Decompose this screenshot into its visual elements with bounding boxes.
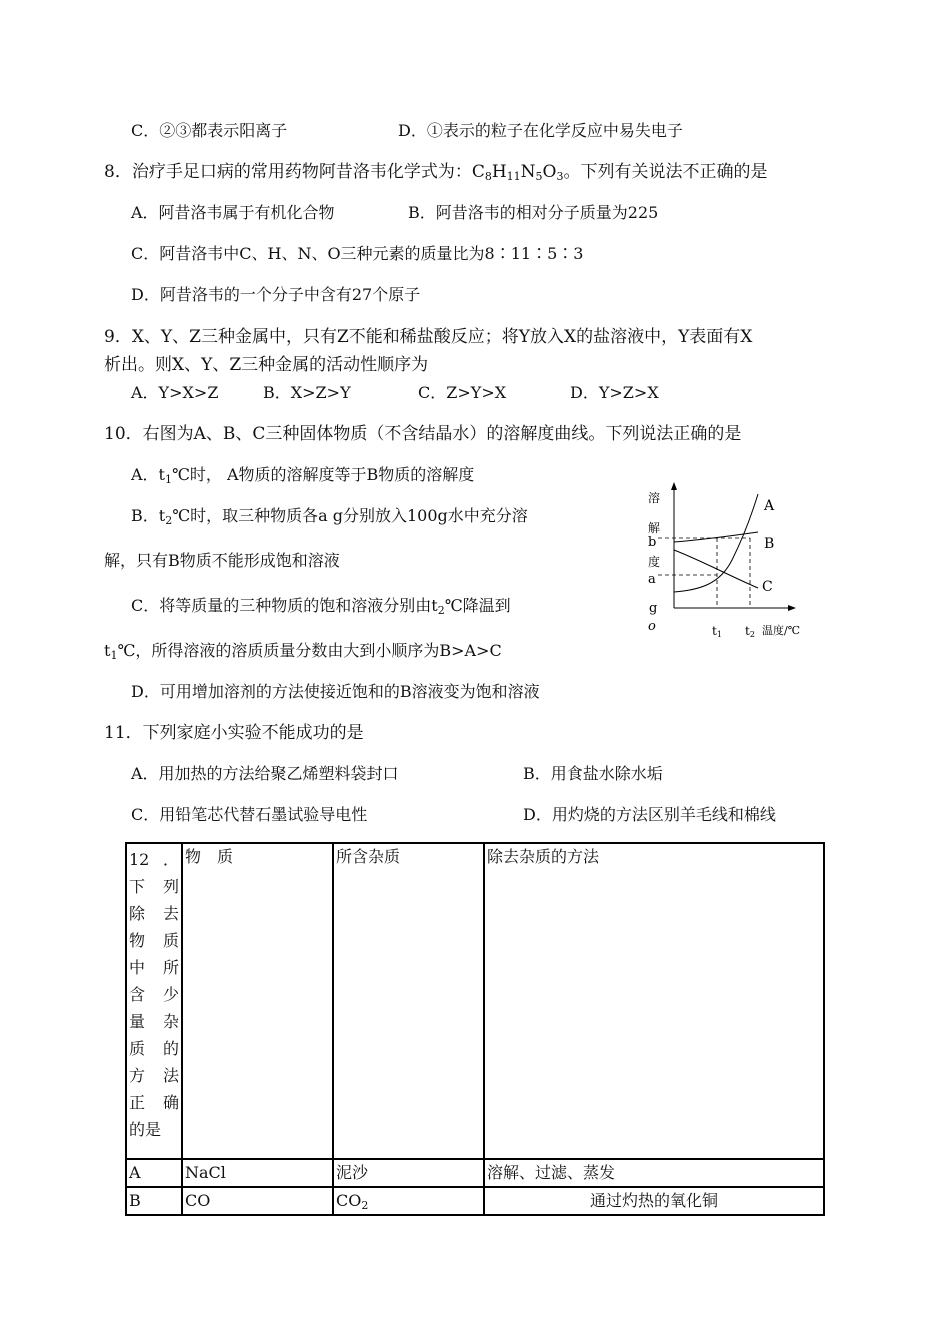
formula-part: O — [542, 162, 557, 182]
q12-stem-char: 杂 — [162, 1012, 179, 1031]
curve-c — [674, 550, 758, 588]
q11-stem: 11．下列家庭小实验不能成功的是 — [104, 723, 364, 743]
q12-stem-char: 除 — [129, 904, 146, 923]
q10-option-c-cont-text: ℃，所得溶液的溶质质量分数由大到小顺序为B>A>C — [117, 641, 502, 660]
q12-stem-char: 的是 — [129, 1120, 162, 1139]
row-impurity-text: 泥沙 — [336, 1163, 369, 1182]
x-tick-t2-sub: 2 — [749, 630, 755, 639]
curve-b — [674, 532, 758, 542]
q8-stem — [104, 161, 767, 183]
y-tick-a: a — [648, 572, 656, 587]
q10-option-b — [131, 505, 528, 527]
q10-option-c — [131, 595, 511, 617]
q10-option-c-text: ℃降温到 — [444, 596, 511, 615]
q12-stem-line — [129, 981, 179, 1008]
x-tick-t1-sub: 1 — [716, 630, 722, 639]
q12-stem-char: 中 — [129, 958, 146, 977]
curve-b-label: B — [764, 536, 775, 552]
q12-stem-line — [129, 1116, 179, 1143]
q9-option-c: C．Z>Y>X — [418, 383, 507, 402]
q12-stem-vertical — [129, 846, 179, 1143]
q8-stem-tail: 。下列有关说法不正确的是 — [563, 162, 768, 182]
q10-option-b-cont: 解，只有B物质不能形成饱和溶液 — [104, 551, 340, 570]
solubility-curve-figure — [640, 480, 820, 640]
table-row — [126, 1159, 824, 1187]
q12-stem-char: 下 — [129, 877, 146, 896]
row-substance: CO — [182, 1187, 333, 1215]
q8-option-d: D．阿昔洛韦的一个分子中含有27个原子 — [131, 285, 421, 304]
q12-stem-line — [129, 873, 179, 900]
y-label-char: 解 — [648, 521, 661, 535]
q12-stem-char: 正 — [129, 1093, 146, 1112]
curve-c-label: C — [762, 579, 773, 595]
x-tick-t1-text: t — [712, 624, 717, 638]
q12-stem-line — [129, 1089, 179, 1116]
formula-sub: 5 — [535, 170, 543, 183]
header-impurity: 所含杂质 — [333, 843, 484, 1159]
row-impurity — [333, 1159, 484, 1187]
q9-stem-line2: 析出。则X、Y、Z三种金属的活动性顺序为 — [104, 355, 429, 375]
q12-stem-char: 的 — [162, 1039, 179, 1058]
y-label-char: 度 — [648, 555, 661, 569]
q9-option-d: D．Y>Z>X — [570, 383, 659, 402]
q12-stem-char: 方 — [129, 1066, 146, 1085]
q12-stem-char: 列 — [162, 877, 179, 896]
formula-sub: 3 — [556, 170, 564, 183]
y-tick-b: b — [648, 535, 657, 550]
formula-sub: 11 — [506, 170, 521, 183]
origin-label: o — [648, 619, 656, 634]
q7-option-c: C．②③都表示阳离子 — [131, 121, 288, 140]
q12-stem-char: 物 — [129, 931, 146, 950]
x-axis-arrow — [788, 605, 796, 611]
table-header-row — [126, 843, 824, 1159]
q10-option-a-text: A．t — [131, 465, 165, 484]
row-substance: NaCl — [182, 1159, 333, 1187]
q10-option-d: D．可用增加溶剂的方法使接近饱和的B溶液变为饱和溶液 — [131, 682, 540, 701]
x-axis-label: 温度/℃ — [762, 624, 801, 637]
q12-stem-line — [129, 927, 179, 954]
q12-stem-char: 少 — [162, 985, 179, 1004]
q11-option-a: A．用加热的方法给聚乙烯塑料袋封口 — [131, 764, 399, 783]
y-axis-arrow — [671, 482, 677, 490]
subscript: 1 — [110, 649, 118, 662]
formula-part: H — [491, 162, 507, 182]
q12-table — [125, 842, 825, 1216]
row-method: 通过灼热的氧化铜 — [484, 1187, 824, 1215]
q8-option-a: A．阿昔洛韦属于有机化合物 — [131, 203, 335, 222]
q12-stem-line — [129, 1035, 179, 1062]
q8-option-c: C．阿昔洛韦中C、H、N、O三种元素的质量比为8∶11∶5∶3 — [131, 244, 584, 263]
q12-stem-char: 法 — [162, 1066, 179, 1085]
q11-option-d: D．用灼烧的方法区别羊毛线和棉线 — [523, 805, 776, 824]
q12-stem-char: 质 — [129, 1039, 146, 1058]
q9-option-a: A．Y>X>Z — [131, 383, 219, 402]
q12-stem-char: ． — [162, 850, 179, 869]
q10-stem: 10．右图为A、B、C三种固体物质（不含结晶水）的溶解度曲线。下列说法正确的是 — [104, 424, 742, 444]
q12-stem-char: 所 — [162, 958, 179, 977]
header-substance: 物 质 — [182, 843, 333, 1159]
q12-stem-char: 确 — [162, 1093, 179, 1112]
row-impurity — [333, 1187, 484, 1215]
q12-stem-char: 去 — [162, 904, 179, 923]
q12-stem-char: 12 — [129, 850, 150, 869]
row-label: B — [126, 1187, 182, 1215]
subscript: 2 — [437, 604, 445, 617]
row-method: 溶解、过滤、蒸发 — [484, 1159, 824, 1187]
q9-option-b: B．X>Z>Y — [263, 383, 351, 402]
q11-option-b: B．用食盐水除水垢 — [523, 764, 663, 783]
x-tick-t2 — [745, 624, 755, 639]
formula-part: N — [520, 162, 536, 182]
q10-option-b-text: B．t — [131, 506, 166, 525]
subscript: 1 — [165, 473, 172, 486]
q12-stem-line — [129, 1062, 179, 1089]
q10-option-c-cont — [104, 640, 502, 662]
row-label: A — [126, 1159, 182, 1187]
q7-option-d: D．①表示的粒子在化学反应中易失电子 — [398, 121, 683, 140]
q9-stem-line1: 9．X、Y、Z三种金属中，只有Z不能和稀盐酸反应；将Y放入X的盐溶液中，Y表面有X — [104, 327, 753, 347]
q8-stem-text: 8．治疗手足口病的常用药物阿昔洛韦化学式为：C — [104, 162, 485, 182]
table-row — [126, 1187, 824, 1215]
q8-option-b: B．阿昔洛韦的相对分子质量为225 — [408, 203, 659, 222]
q11-option-c: C．用铅笔芯代替石墨试验导电性 — [131, 805, 368, 824]
x-tick-t2-text: t — [745, 624, 750, 638]
q12-stem-char: 质 — [162, 931, 179, 950]
q12-stem-line — [129, 954, 179, 981]
x-tick-t1 — [712, 624, 722, 639]
q10-option-a-text: ℃时， A物质的溶解度等于B物质的溶解度 — [172, 465, 475, 484]
q12-stem-cell — [126, 843, 182, 1159]
q10-option-a — [131, 464, 474, 486]
q10-option-c-cont-text: t — [104, 641, 111, 660]
header-method: 除去杂质的方法 — [484, 843, 824, 1159]
q12-stem-line — [129, 1008, 179, 1035]
q12-stem-char: 量 — [129, 1012, 146, 1031]
subscript: 2 — [165, 514, 173, 527]
q12-stem-line — [129, 846, 179, 873]
q12-stem-line — [129, 900, 179, 927]
curve-a-label: A — [764, 498, 775, 514]
q10-option-b-text: ℃时，取三种物质各a g分别放入100g水中充分溶 — [172, 506, 528, 525]
q12-stem-char: 含 — [129, 985, 146, 1004]
y-unit-g: g — [649, 601, 658, 616]
q10-option-c-text: C．将等质量的三种物质的饱和溶液分别由t — [131, 596, 438, 615]
row-impurity-text: CO — [336, 1191, 362, 1210]
y-label-char: 溶 — [648, 491, 661, 505]
formula-sub: 8 — [484, 170, 492, 183]
curve-a — [674, 494, 758, 592]
subscript: 2 — [361, 1199, 369, 1212]
